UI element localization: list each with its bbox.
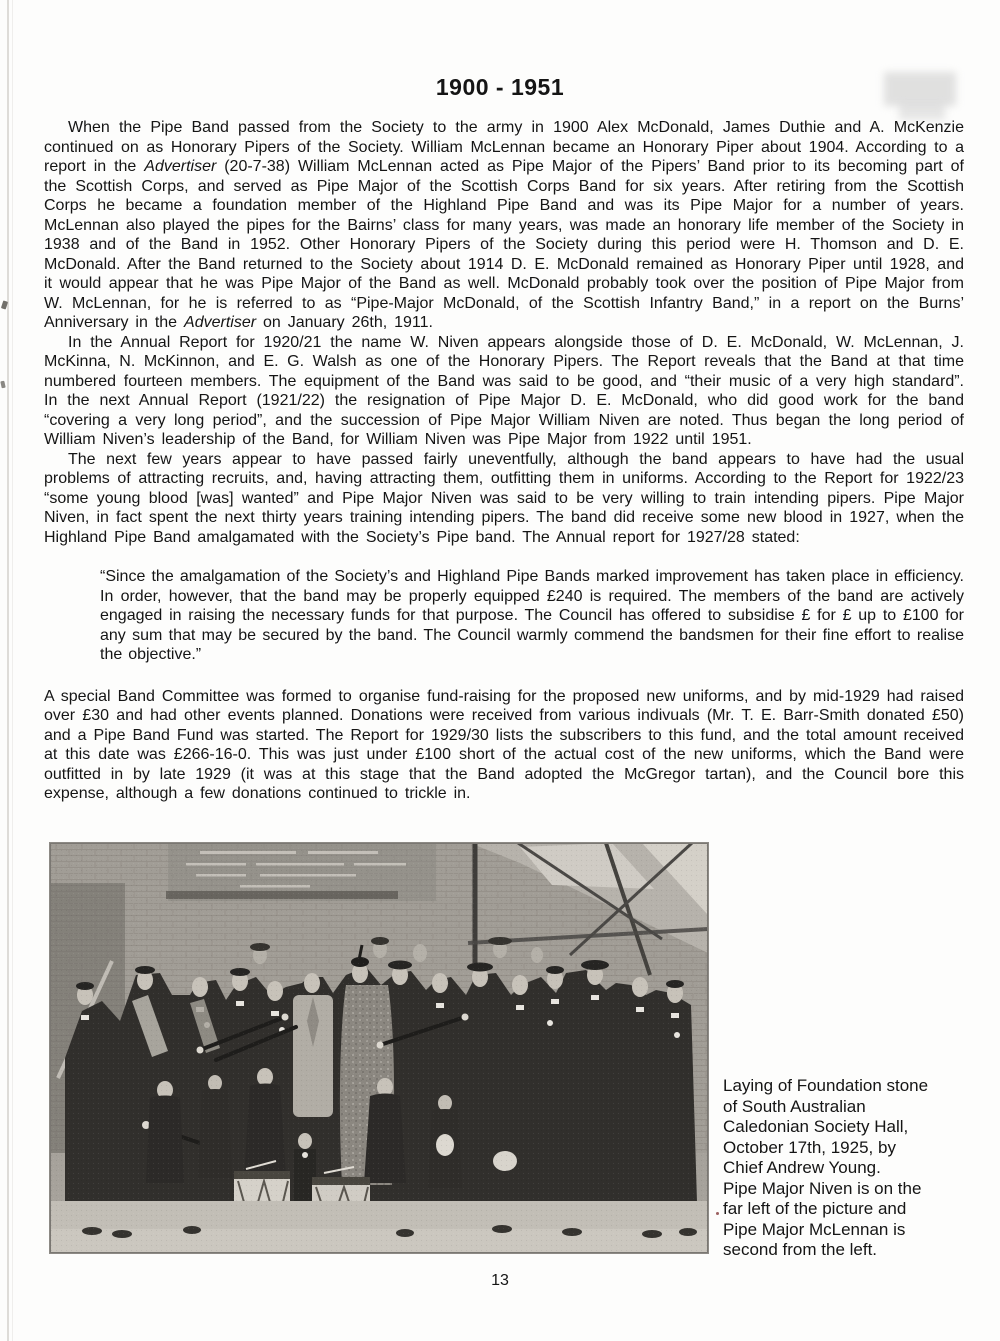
closing-paragraph: A special Band Committee was formed to organise fund-raising for the proposed new uniforms, and by mid-1929 had raised over £30 and had other events planned. Donations were received from various indivuals (Mr. T. E. Barr-Smith donated £50) and a Pipe Band Fund was started. The Report for 1929/30 lists the subscribers to this fund, and the total amount received at this date was £266-16-0. This was just under £100 short of the actual cost of the new uniforms, which the Band were outfitted in by late 1929 (it was at this stage that the Band adopted the McGregor tartan), and the Council bore this expense, although a few donations continued to trickle in.	[44, 687, 964, 802]
caption-line: far left of the picture and	[723, 1199, 907, 1218]
band-photo-graphic	[50, 843, 708, 1253]
page-number: 13	[491, 1272, 509, 1289]
caption-line: second from the left.	[723, 1240, 878, 1259]
scan-smudge	[884, 72, 956, 106]
caption-line: Chief Andrew Young.	[723, 1158, 881, 1177]
paragraph: In the Annual Report for 1920/21 the name W. Niven appears alongside those of D. E. McDonald, W. McLennan, J. McKinna, N. McKinnon, and E. G. Walsh as one of the Honorary Pipers. The Report reveals that the Band at that time numbered fourteen members. The equipment of the Band was said to be good, and “their music of a very high standard”. In the next Annual Report (1921/22) the resignation of Pipe Major D. E. McDonald, who did good work for the band “covering a very long period”, and the succession of Pipe Major William Niven are noted. Thus began the long period of William Niven’s leadership of the Band, for William Niven was Pipe Major from 1922 until 1951.	[44, 333, 964, 448]
scan-edge-artifact	[12, 0, 13, 1341]
scan-speck	[0, 381, 5, 389]
paragraph: The next few years appear to have passed fairly uneventfully, although the band appears to have had the usual problems of attracting recruits, and, having attracting them, outfitting them in uniforms. According to the Report for 1922/23 “some young blood [was] wanted” and Pipe Major Niven was said to be very willing to train intending pipers. Pipe Major Niven, in fact spent the next thirty years training intending pipers. The band did receive some new blood in 1927, when the Highland Pipe Band amalgamated with the Society’s Pipe band. The Annual report for 1927/28 stated:	[44, 450, 964, 546]
caption-line: October 17th, 1925, by	[723, 1137, 896, 1157]
article-body	[44, 118, 964, 804]
caption-line: Pipe Major McLennan is	[723, 1219, 906, 1239]
scan-speck	[716, 1212, 719, 1215]
page-title: 1900 - 1951	[435, 74, 565, 100]
annual-report-quote: “Since the amalgamation of the Society’s and Highland Pipe Bands marked improvement has taken place in efficiency. In order, however, that the band may be properly equipped £240 is required. The members of the band are actively engaged in raising the necessary funds for that purpose. The Council has offered to subsidise £ for £ up to £100 for any sum that may be secured by the band. The Council warmly commend the bandsmen for their fine effort to realise the objective.”	[100, 568, 964, 663]
caption-line: Laying of Foundation stone	[723, 1076, 929, 1095]
caption-line: Caledonian Society Hall,	[723, 1117, 909, 1136]
paragraphs	[44, 118, 964, 547]
scan-edge-artifact	[7, 0, 9, 1341]
caption-line: of South Australian	[723, 1096, 866, 1116]
band-photo	[50, 843, 708, 1253]
photo-caption	[723, 1076, 967, 1261]
caption-line: Pipe Major Niven is on the	[723, 1178, 922, 1198]
paragraph: When the Pipe Band passed from the Society to the army in 1900 Alex McDonald, James Duthie and A. McKenzie continued on as Honorary Pipers of the Society. William McLennan became an Honorary Piper about 1904. According to a report in the Advertiser (20-7-38) William McLennan acted as Pipe Major of the Pipers’ Band prior to its becoming part of the Scottish Corps, and served as Pipe Major of the Scottish Corps Band for six years. After retiring from the Scottish Corps he became a foundation member of the Highland Pipe Band and was its Pipe Major for a number of years. McLennan also played the pipes for the Bairns’ class for many years, was made an honorary life member of the Society in 1938 and of the Band in 1952. Other Honorary Pipers of the Society during this period were H. Thomson and D. E. McDonald. After the Band returned to the Society about 1914 D. E. McDonald remained as Honorary Piper until 1928, and it would appear that he was Pipe Major of the Band as well. McDonald probably took over the position of Pipe Major from W. McLennan, for he is referred to as “Pipe-Major McDonald, of the Scottish Infantry Band,” in a report on the Burns’ Anniversary in the Advertiser on January 26th, 1911.	[44, 119, 965, 331]
